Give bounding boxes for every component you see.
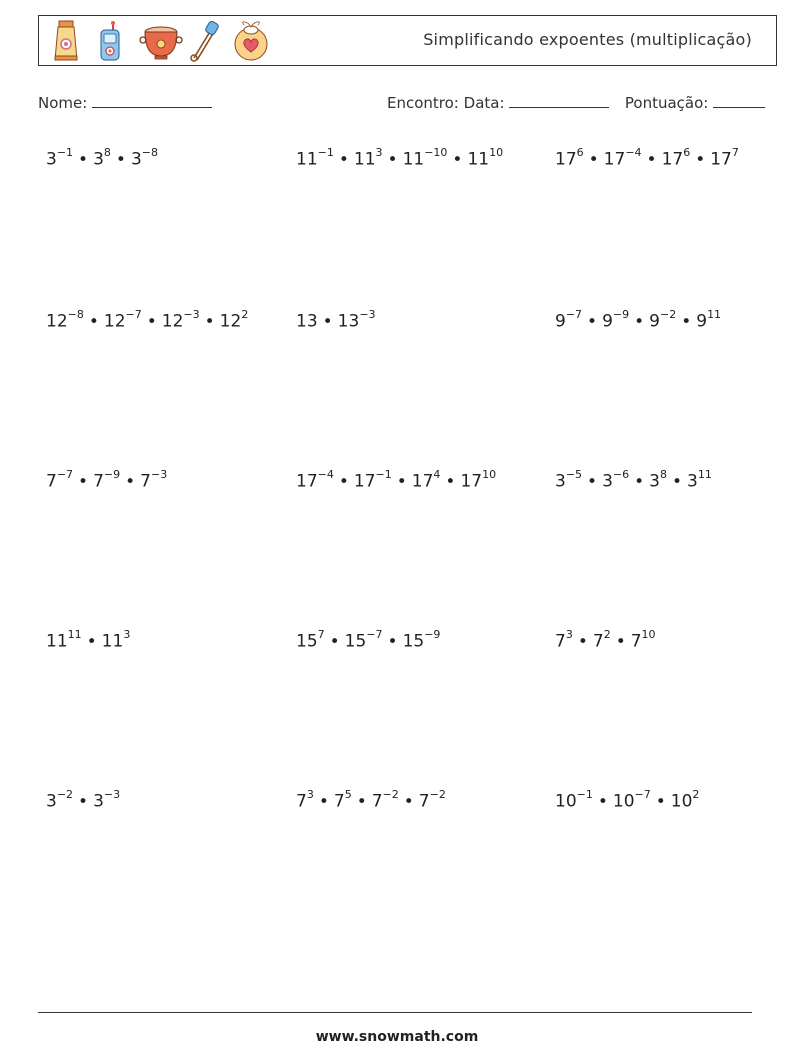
power-exponent: −7: [56, 468, 74, 481]
power-base: 17: [353, 471, 376, 492]
power-exponent: −2: [659, 308, 677, 321]
multiply-operator: •: [88, 311, 99, 332]
multiply-operator: •: [387, 149, 398, 170]
multiply-operator: •: [115, 149, 126, 170]
power-exponent: −9: [612, 308, 630, 321]
power-base: 3: [555, 471, 566, 492]
problem-5: [296, 310, 376, 332]
worksheet-title: Simplificando expoentes (multiplicação): [423, 30, 752, 49]
score-blank[interactable]: [713, 93, 765, 108]
power-base: 15: [296, 631, 318, 652]
power-base: 17: [661, 149, 684, 170]
problem-7: [46, 470, 167, 492]
power-exponent: −8: [141, 146, 158, 159]
problem-1: [46, 148, 158, 170]
power-exponent: −6: [612, 468, 630, 481]
multiply-operator: •: [695, 149, 706, 170]
power-exponent: −4: [625, 146, 642, 159]
power-exponent: −2: [429, 788, 446, 801]
score-label: Pontuação:: [624, 94, 709, 112]
problem-11: [296, 630, 440, 652]
power-exponent: 11: [67, 628, 82, 641]
problem-2: [296, 148, 503, 170]
power-exponent: 3: [123, 628, 131, 641]
power-exponent: 3: [306, 788, 314, 801]
power-base: 17: [603, 149, 626, 170]
footer-url: www.snowmath.com: [315, 1029, 479, 1045]
problem-4: [46, 310, 248, 332]
encounter-label: Encontro:: [387, 94, 459, 112]
power-base: 9: [555, 311, 566, 332]
power-base: 3: [687, 471, 698, 492]
power-base: 11: [467, 149, 490, 170]
multiply-operator: •: [338, 149, 349, 170]
power-base: 11: [46, 631, 68, 652]
power-exponent: −9: [103, 468, 121, 481]
multiply-operator: •: [587, 311, 598, 332]
problem-3: [555, 148, 739, 170]
power-exponent: 7: [731, 146, 739, 159]
multiply-operator: •: [634, 311, 645, 332]
date-blank[interactable]: [509, 93, 609, 108]
power-base: 10: [612, 791, 635, 812]
power-exponent: 10: [482, 468, 497, 481]
power-base: 3: [46, 791, 57, 812]
power-exponent: −8: [67, 308, 84, 321]
power-exponent: −7: [366, 628, 383, 641]
power-base: 7: [93, 471, 104, 492]
power-base: 3: [46, 149, 57, 170]
power-exponent: −3: [183, 308, 200, 321]
power-base: 9: [696, 311, 708, 332]
multiply-operator: •: [387, 631, 398, 652]
power-base: 17: [555, 149, 577, 170]
multiply-operator: •: [646, 149, 657, 170]
power-exponent: 11: [707, 308, 722, 321]
power-base: 3: [602, 471, 613, 492]
power-exponent: −9: [424, 628, 441, 641]
multiply-operator: •: [78, 791, 89, 812]
multiply-operator: •: [329, 631, 340, 652]
power-base: 7: [333, 791, 345, 812]
power-base: 13: [296, 311, 318, 332]
name-label: Nome:: [38, 94, 88, 112]
power-base: 9: [649, 311, 660, 332]
power-base: 17: [460, 471, 483, 492]
power-base: 3: [93, 791, 104, 812]
power-exponent: 4: [433, 468, 441, 481]
power-exponent: 10: [489, 146, 504, 159]
power-exponent: 10: [641, 628, 656, 641]
power-base: 11: [101, 631, 124, 652]
power-base: 15: [344, 631, 367, 652]
safety-pin-icon: [189, 20, 219, 62]
power-exponent: 3: [565, 628, 573, 641]
baby-bib-icon: [231, 20, 271, 62]
power-exponent: 7: [317, 628, 325, 641]
power-exponent: −1: [576, 788, 593, 801]
multiply-operator: •: [615, 631, 626, 652]
problem-15: [555, 790, 699, 812]
power-base: 3: [130, 149, 142, 170]
multiply-operator: •: [655, 791, 666, 812]
power-exponent: 2: [603, 628, 611, 641]
power-exponent: 5: [344, 788, 352, 801]
power-exponent: −1: [375, 468, 392, 481]
multiply-operator: •: [318, 791, 329, 812]
power-base: 7: [630, 631, 642, 652]
multiply-operator: •: [322, 311, 333, 332]
power-base: 7: [46, 471, 57, 492]
baby-bowl-icon: [139, 20, 183, 62]
multiply-operator: •: [671, 471, 683, 492]
multiply-operator: •: [577, 631, 588, 652]
footer-divider: [38, 1012, 752, 1013]
power-base: 12: [219, 311, 242, 332]
power-exponent: −1: [56, 146, 74, 159]
multiply-operator: •: [146, 311, 157, 332]
power-base: 3: [649, 471, 660, 492]
power-exponent: −7: [125, 308, 142, 321]
problem-6: [555, 310, 721, 332]
power-exponent: −7: [565, 308, 583, 321]
power-base: 7: [140, 471, 151, 492]
power-exponent: −5: [565, 468, 583, 481]
power-exponent: 2: [241, 308, 249, 321]
power-exponent: 2: [692, 788, 700, 801]
power-exponent: −3: [103, 788, 121, 801]
power-exponent: 8: [103, 146, 111, 159]
problem-9: [555, 470, 712, 492]
power-base: 3: [93, 149, 104, 170]
power-base: 7: [592, 631, 604, 652]
multiply-operator: •: [681, 311, 692, 332]
multiply-operator: •: [452, 149, 463, 170]
multiply-operator: •: [78, 149, 89, 170]
multiply-operator: •: [338, 471, 349, 492]
power-base: 10: [555, 791, 577, 812]
power-exponent: −10: [424, 146, 448, 159]
multiply-operator: •: [204, 311, 215, 332]
power-base: 17: [411, 471, 434, 492]
problem-8: [296, 470, 496, 492]
power-exponent: −2: [382, 788, 399, 801]
name-blank[interactable]: [92, 93, 212, 108]
power-base: 7: [296, 791, 307, 812]
power-exponent: 8: [659, 468, 667, 481]
baby-monitor-icon: [97, 20, 123, 62]
worksheet-header: [38, 15, 777, 66]
power-exponent: −2: [56, 788, 74, 801]
power-exponent: 3: [375, 146, 383, 159]
multiply-operator: •: [634, 471, 645, 492]
multiply-operator: •: [587, 471, 598, 492]
power-exponent: 6: [576, 146, 584, 159]
power-exponent: −3: [150, 468, 168, 481]
multiply-operator: •: [86, 631, 97, 652]
power-base: 7: [418, 791, 430, 812]
power-exponent: −1: [317, 146, 334, 159]
power-base: 11: [402, 149, 425, 170]
baby-cream-tube-icon: [53, 20, 79, 62]
power-base: 10: [670, 791, 693, 812]
multiply-operator: •: [125, 471, 136, 492]
multiply-operator: •: [445, 471, 456, 492]
name-field[interactable]: [38, 93, 212, 112]
encounter-date-score-fields: [387, 93, 765, 112]
problem-10: [46, 630, 130, 652]
power-exponent: −4: [317, 468, 334, 481]
multiply-operator: •: [78, 471, 89, 492]
power-exponent: 6: [683, 146, 691, 159]
problem-14: [296, 790, 446, 812]
power-exponent: −3: [359, 308, 376, 321]
multiply-operator: •: [396, 471, 407, 492]
power-base: 17: [710, 149, 732, 170]
date-label: Data:: [463, 94, 505, 112]
power-exponent: −7: [634, 788, 651, 801]
multiply-operator: •: [403, 791, 414, 812]
power-base: 15: [402, 631, 425, 652]
power-base: 17: [296, 471, 318, 492]
power-base: 12: [46, 311, 68, 332]
power-base: 12: [161, 311, 184, 332]
power-base: 7: [371, 791, 383, 812]
power-base: 11: [353, 149, 376, 170]
power-base: 7: [555, 631, 566, 652]
power-base: 9: [602, 311, 613, 332]
power-base: 13: [337, 311, 360, 332]
problem-12: [555, 630, 656, 652]
multiply-operator: •: [597, 791, 608, 812]
power-base: 11: [296, 149, 318, 170]
power-base: 12: [103, 311, 126, 332]
multiply-operator: •: [356, 791, 367, 812]
multiply-operator: •: [588, 149, 599, 170]
power-exponent: 11: [697, 468, 712, 481]
problem-13: [46, 790, 120, 812]
